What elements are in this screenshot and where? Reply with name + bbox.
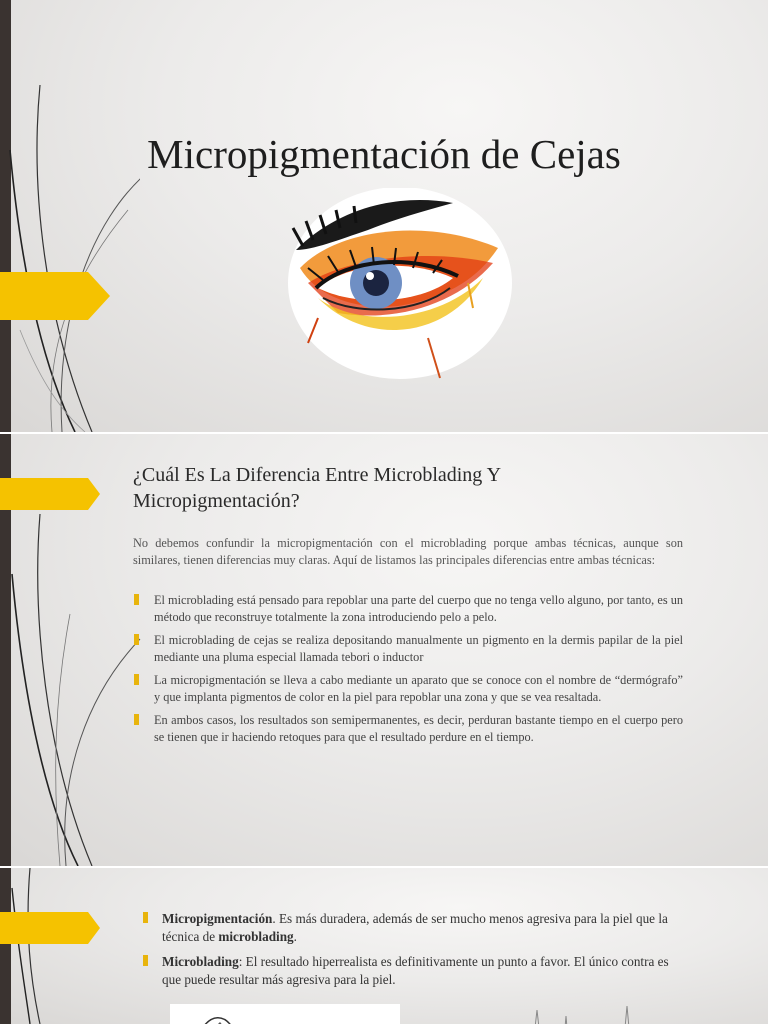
list-item: Microblading: El resultado hiperrealista es definitivamente un punto a favor. El único contra es que puede resultar más agresiva para la piel.	[142, 953, 672, 989]
list-item: Micropigmentación. Es más duradera, además de ser mucho menos agresiva para la piel que la técnica de microblading.	[142, 910, 672, 946]
slide-3	[0, 868, 768, 1024]
bullet-marker-icon	[143, 912, 148, 923]
bullet-marker-icon	[134, 674, 139, 685]
list-item: El microblading de cejas se realiza depositando manualmente un pigmento en la dermis papilar de la piel mediante una pluma especial llamada tebori o inductor	[133, 632, 683, 666]
partial-drawing	[525, 998, 645, 1024]
list-item: El microblading está pensado para repoblar una parte del cuerpo que no tenga vello alguno, por tanto, es un método que reconstruye totalmente la zona introduciendo pelo a pelo.	[133, 592, 683, 626]
differences-list	[133, 592, 683, 752]
intro-paragraph: No debemos confundir la micropigmentación con el microblading porque ambas técnicas, aunque son similares, tienen diferencias muy claras. Aquí de listamos las principales diferencias entre ambas técnicas:	[133, 536, 683, 567]
comparison-list	[142, 910, 672, 996]
yellow-tab	[0, 912, 110, 960]
slide-heading: ¿Cuál Es La Diferencia Entre Microblading Y Micropigmentación?	[133, 464, 501, 512]
slide-title: Micropigmentación de Cejas	[147, 131, 621, 177]
decorative-curves	[0, 0, 140, 432]
watercolor-eye-illustration	[278, 188, 518, 383]
list-item: En ambos casos, los resultados son semipermanentes, es decir, perduran bastante tiempo en el cuerpo pero se tienen que ir haciendo retoques para que el resultado perdure en el tiempo.	[133, 712, 683, 746]
slide-2	[0, 434, 768, 866]
yellow-tab	[0, 272, 110, 320]
bullet-marker-icon	[134, 714, 139, 725]
yellow-tab	[0, 478, 110, 526]
list-item: La micropigmentación se lleva a cabo mediante un aparato que se conoce con el nombre de “dermógrafo” y que implanta pigmentos de color en la piel para repoblar una zona y que se vea resaltada.	[133, 672, 683, 706]
partial-image	[170, 1004, 400, 1024]
slide-1	[0, 0, 768, 432]
bullet-marker-icon	[134, 594, 139, 605]
bullet-marker-icon	[134, 634, 139, 645]
bullet-marker-icon	[143, 955, 148, 966]
